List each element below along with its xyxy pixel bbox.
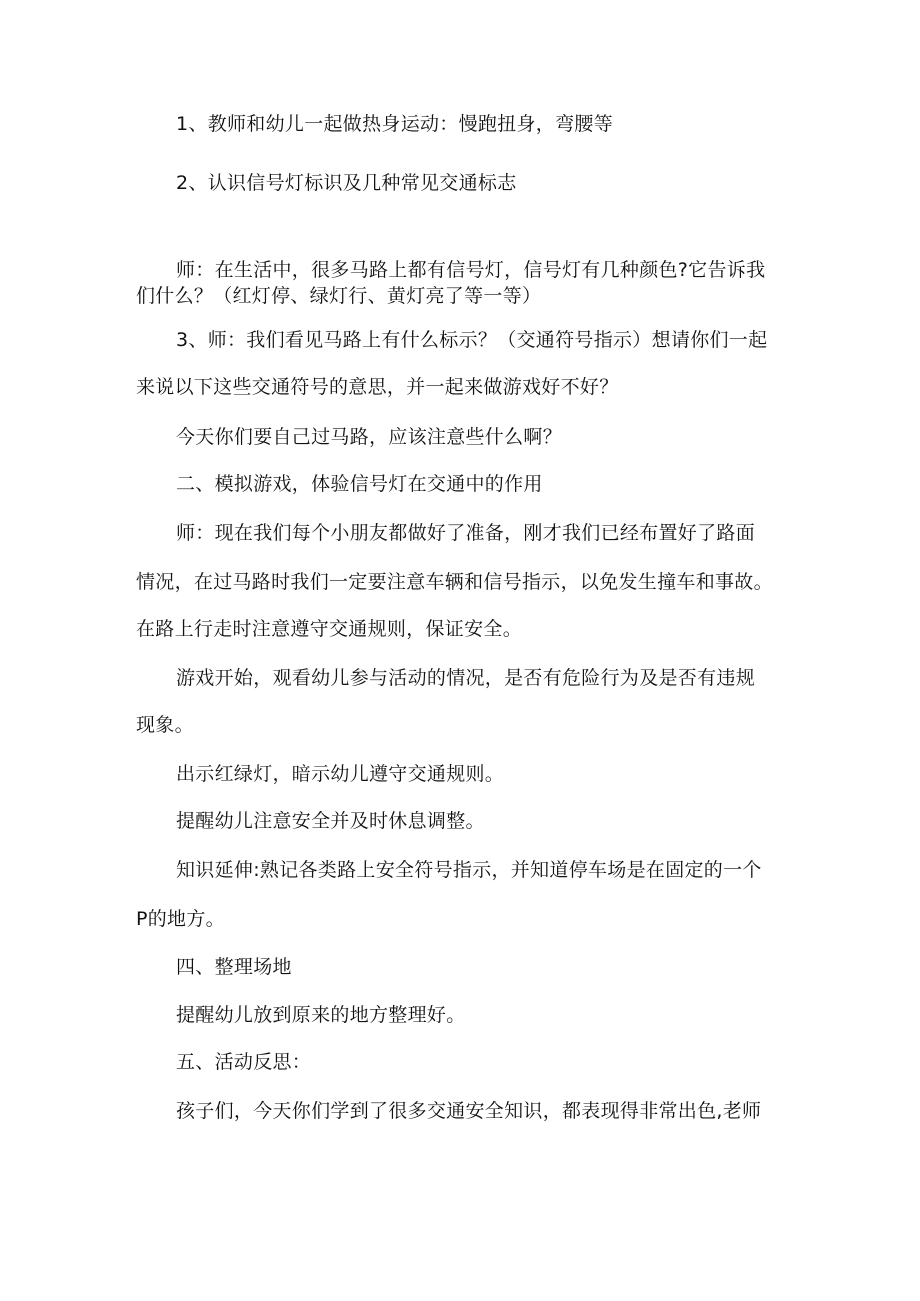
- crossing-question: 今天你们要自己过马路，应该注意些什么啊？: [176, 426, 563, 448]
- step-3-line-1: 3、师：我们看见马路上有什么标示？（交通符号指示）想请你们一起: [176, 329, 768, 351]
- teacher-question-line-2: 们什么？（红灯停、绿灯行、黄灯亮了等一等）: [136, 285, 542, 307]
- step-2-signals: 2、认识信号灯标识及几种常见交通标志: [176, 172, 517, 194]
- knowledge-extension-line-1: 知识延伸:熟记各类路上安全符号指示，并知道停车场是在固定的一个: [176, 859, 762, 881]
- game-intro-line-1: 师：现在我们每个小朋友都做好了准备，刚才我们已经布置好了路面: [176, 522, 756, 544]
- reflection-line-1: 孩子们，今天你们学到了很多交通安全知识，都表现得非常出色,老师: [176, 1100, 762, 1122]
- tidy-up: 提醒幼儿放到原来的地方整理好。: [176, 1004, 466, 1026]
- step-3-line-2: 来说以下这些交通符号的意思，并一起来做游戏好不好？: [136, 376, 619, 398]
- remind-safety: 提醒幼儿注意安全并及时休息调整。: [176, 810, 485, 832]
- section-2-heading: 二、模拟游戏，体验信号灯在交通中的作用: [176, 473, 543, 495]
- section-4-heading: 四、整理场地: [176, 956, 292, 978]
- section-5-heading: 五、活动反思：: [176, 1051, 312, 1073]
- game-start-line-2: 现象。: [136, 714, 194, 736]
- game-intro-line-2: 情况，在过马路时我们一定要注意车辆和信号指示，以免发生撞车和事故。: [136, 571, 773, 593]
- teacher-question-line-1: 师：在生活中，很多马路上都有信号灯，信号灯有几种颜色?它告诉我: [176, 259, 766, 281]
- step-1-warmup: 1、教师和幼儿一起做热身运动：慢跑扭身，弯腰等: [176, 113, 613, 135]
- knowledge-extension-line-2: P的地方。: [136, 908, 225, 930]
- game-intro-line-3: 在路上行走时注意遵守交通规则，保证安全。: [136, 618, 523, 640]
- game-start-line-1: 游戏开始，观看幼儿参与活动的情况，是否有危险行为及是否有违规: [176, 667, 756, 689]
- show-traffic-light: 出示红绿灯，暗示幼儿遵守交通规则。: [176, 763, 505, 785]
